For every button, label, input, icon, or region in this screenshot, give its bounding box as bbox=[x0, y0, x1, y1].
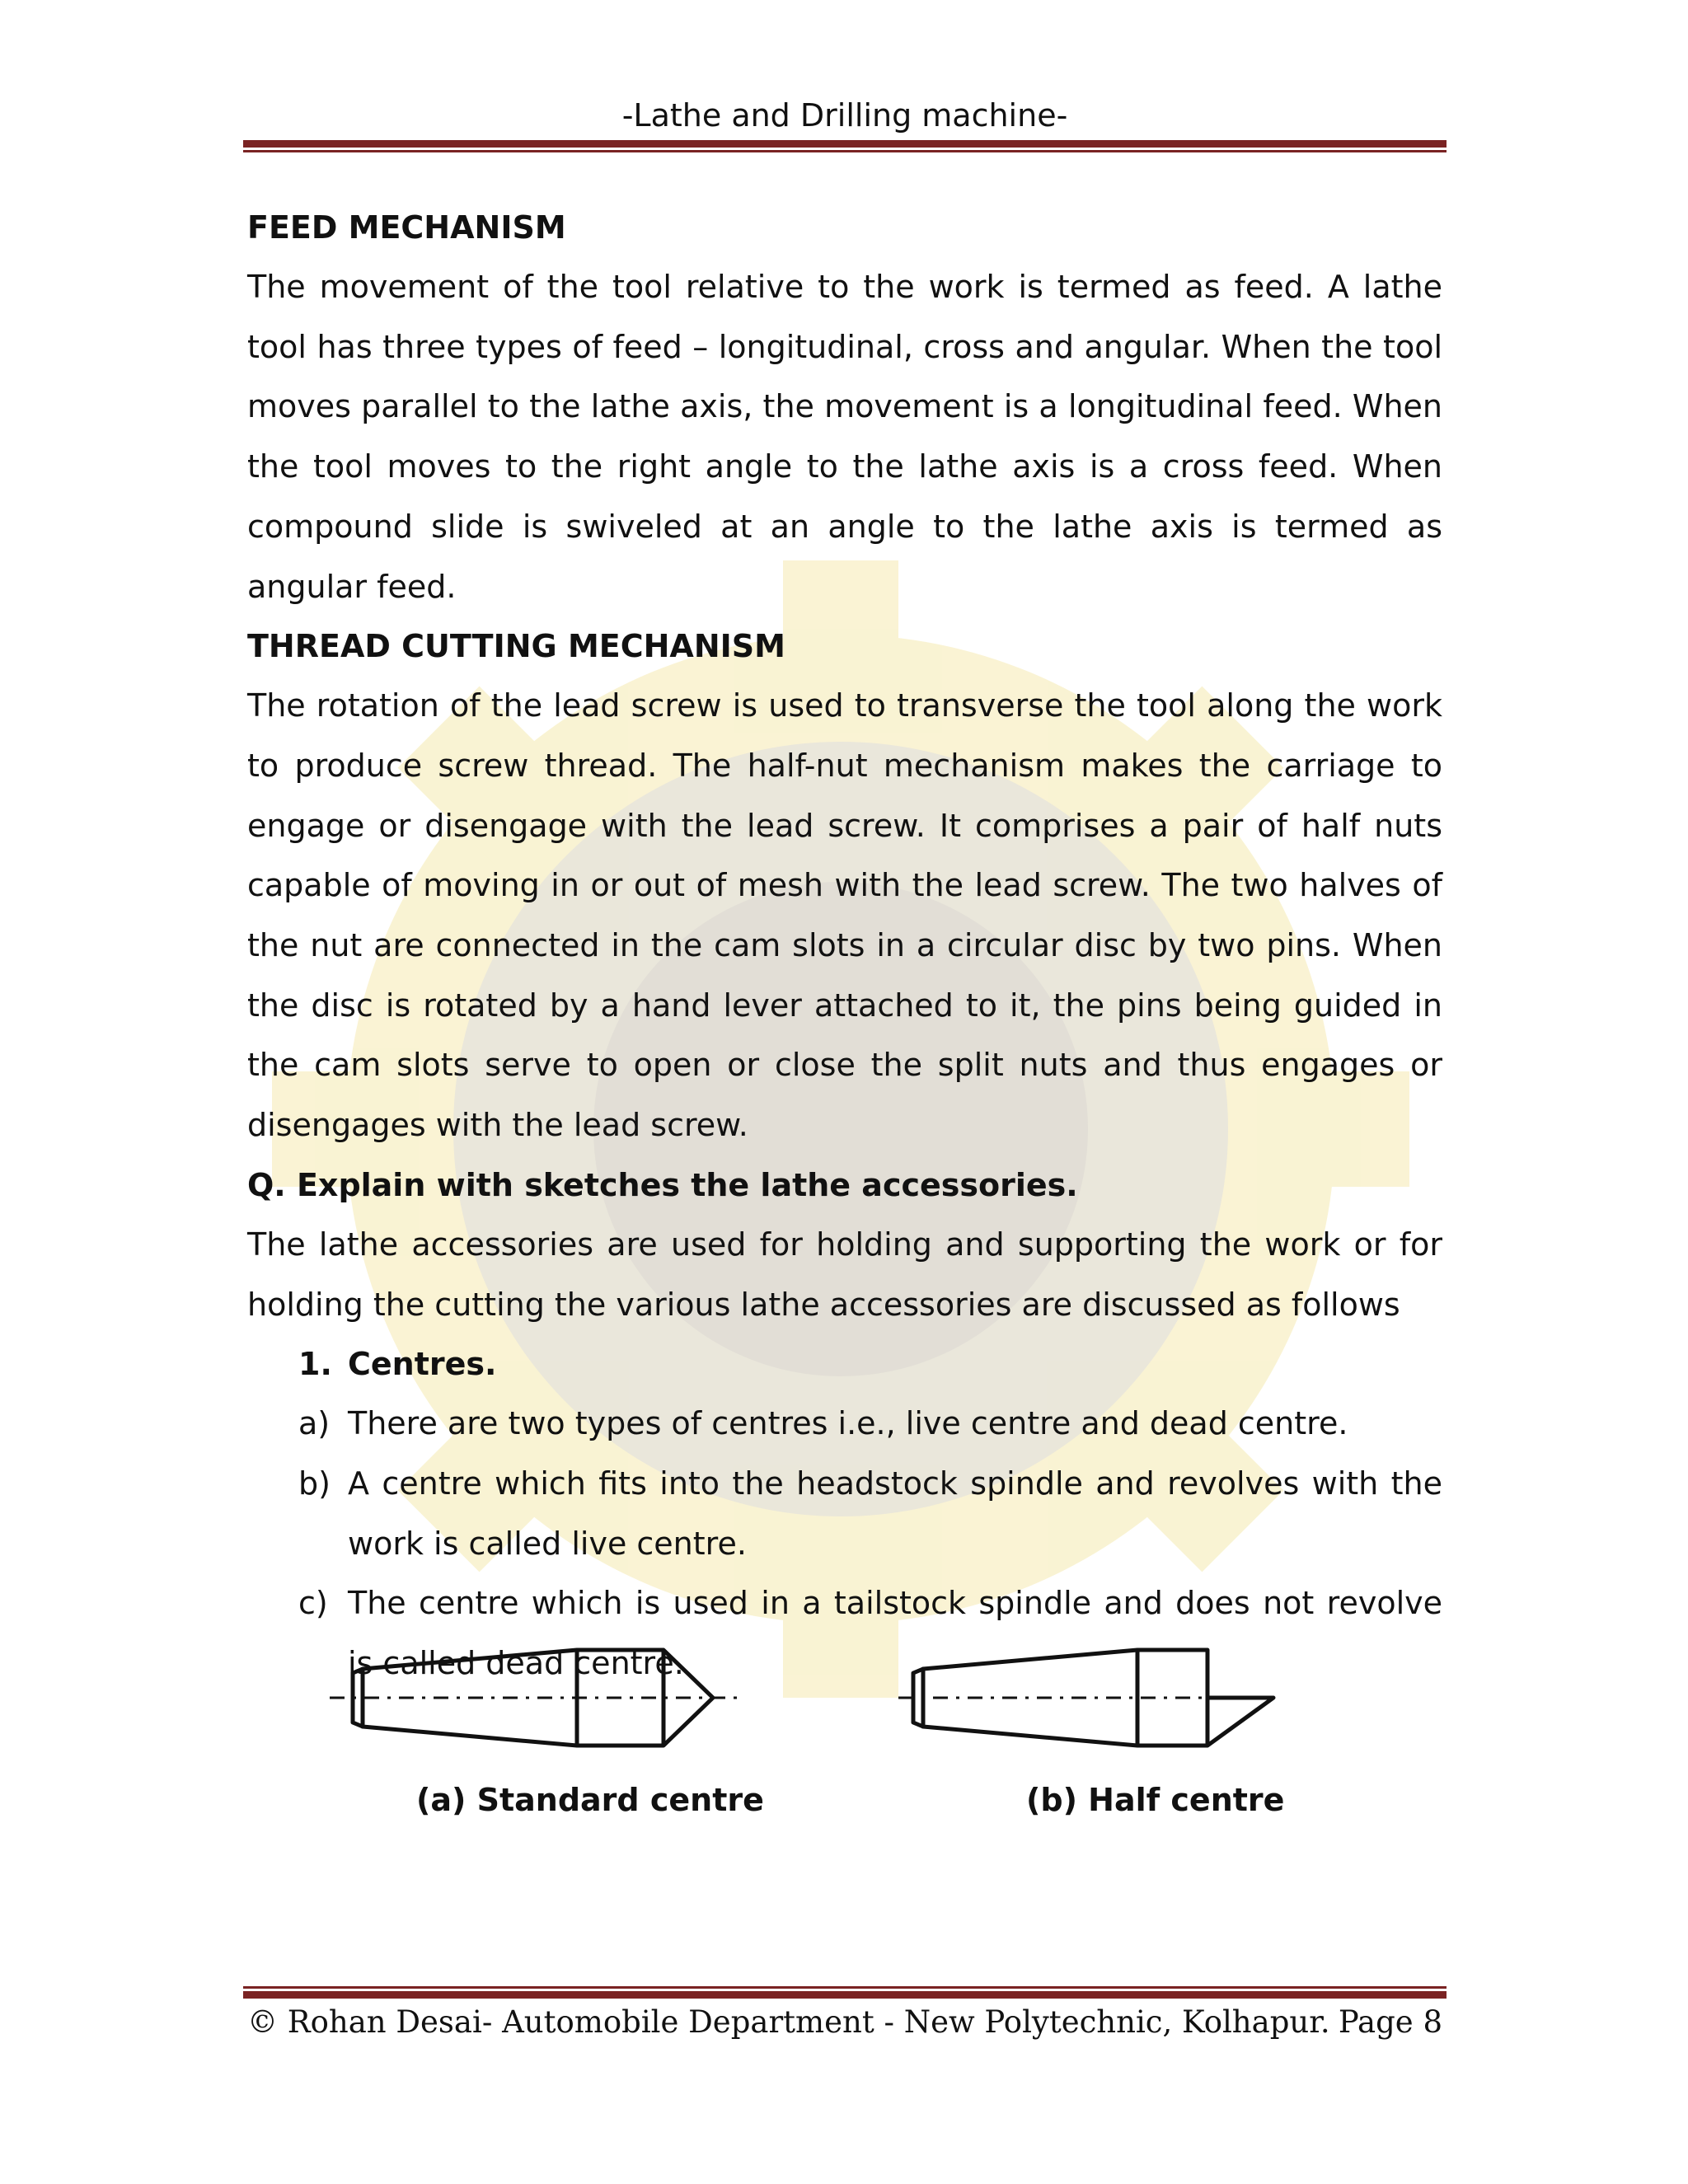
thread-cutting-heading: THREAD CUTTING MECHANISM bbox=[247, 628, 785, 665]
list-item-text: A centre which fits into the headstock spindle and revolves with the work is called live centre. bbox=[348, 1465, 1442, 1562]
list-title: Centres. bbox=[348, 1346, 497, 1383]
half-centre-sketch bbox=[898, 1650, 1273, 1746]
footer-rule bbox=[243, 1986, 1447, 1999]
half-centre-caption: (b) Half centre bbox=[1026, 1782, 1285, 1818]
header-rule bbox=[243, 140, 1447, 152]
question-heading: Q. Explain with sketches the lathe accessories. bbox=[247, 1166, 1078, 1203]
thread-cutting-paragraph: The rotation of the lead screw is used to transverse the tool along the work to produce screw thread. The half-nut mechanism makes the carriage to engage or disengage with the lead screw. It comprises a pair of half nuts capable of moving in or out of mesh with the lead screw. The two halves of the nut are connected in the cam slots in a circular disc by two pins. When the disc is rotated by a hand lever attached to it, the pins being guided in the cam slots serve to open or close the split nuts and thus engages or disengages with the lead screw. bbox=[247, 687, 1442, 1144]
list-item-label: b) bbox=[298, 1465, 331, 1502]
running-header: -Lathe and Drilling machine- bbox=[621, 97, 1068, 134]
centres-figure bbox=[313, 1624, 1319, 1772]
body-content bbox=[247, 198, 1442, 1694]
page-number: Page 8 bbox=[1338, 2004, 1442, 2040]
feed-mechanism-heading: FEED MECHANISM bbox=[247, 209, 566, 246]
list-item-label: c) bbox=[298, 1585, 328, 1622]
footer bbox=[247, 2004, 1442, 2040]
list-heading bbox=[298, 1334, 1442, 1394]
standard-centre-sketch bbox=[330, 1650, 742, 1746]
list-item-text: There are two types of centres i.e., live centre and dead centre. bbox=[348, 1405, 1348, 1442]
footer-credit: © Rohan Desai- Automobile Department - New Polytechnic, Kolhapur. bbox=[247, 2004, 1330, 2040]
standard-centre-caption: (a) Standard centre bbox=[416, 1782, 764, 1818]
accessories-paragraph: The lathe accessories are used for holding and supporting the work or for holding the cutting the various lathe accessories are discussed as follows bbox=[247, 1226, 1442, 1323]
list-item bbox=[298, 1454, 1442, 1573]
list-item-label: a) bbox=[298, 1405, 331, 1442]
list-number: 1. bbox=[298, 1346, 332, 1383]
list-item-text: The centre which is used in a tailstock spindle and does not revolve is called dead centre. bbox=[348, 1585, 1442, 1682]
list-item bbox=[298, 1394, 1442, 1454]
feed-mechanism-paragraph: The movement of the tool relative to the work is termed as feed. A lathe tool has three types of feed – longitudinal, cross and angular. When the tool moves parallel to the lathe axis, the movement is a longitudinal feed. When the tool moves to the right angle to the lathe axis is a cross feed. When compound slide is swiveled at an angle to the lathe axis is termed as angular feed. bbox=[247, 269, 1442, 605]
